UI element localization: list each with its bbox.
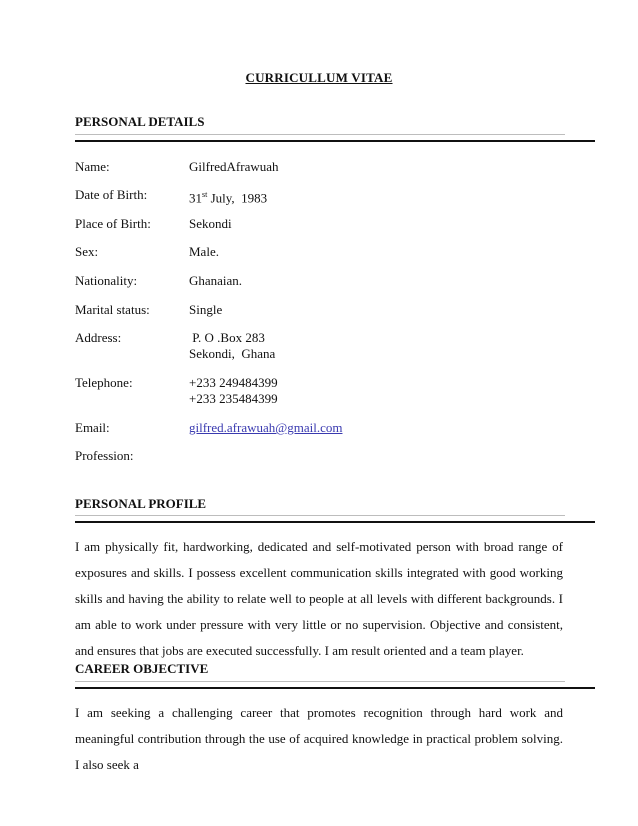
- section-heading-personal-details: PERSONAL DETAILS: [75, 114, 205, 129]
- marital-status-label: Marital status:: [75, 302, 150, 317]
- telephone-line-2: +233 235484399: [189, 391, 278, 406]
- divider-thick-line: [75, 140, 595, 142]
- section-heading-personal-profile: PERSONAL PROFILE: [75, 496, 207, 511]
- divider-thin-line: [75, 515, 565, 516]
- sex-label: Sex:: [75, 244, 99, 259]
- telephone-line-1: +233 249484399: [189, 375, 278, 390]
- section-heading-career-objective: CAREER OBJECTIVE: [75, 661, 209, 676]
- dob-rest: July, 1983: [207, 190, 268, 206]
- dob-label: Date of Birth:: [75, 187, 148, 202]
- document-title: CURRICULLUM VITAE: [245, 70, 393, 85]
- email-link[interactable]: gilfred.afrawuah@gmail.com: [189, 420, 343, 435]
- address-line-2: Sekondi, Ghana: [189, 346, 276, 361]
- personal-profile-paragraph: I am physically fit, hardworking, dedicated and self-motivated person with broad range of exposures and skills. I possess excellent communication skills integrated with good working skills and having the ability to relate well to people at all levels with different backgrounds. I am able to work under pressure with very little or no supervision. Objective and consistent, and ensures that jobs are executed successfully. I am result oriented and a team player.: [75, 539, 563, 658]
- divider-thin-line: [75, 134, 565, 135]
- place-of-birth-value: Sekondi: [189, 216, 232, 231]
- email-label: Email:: [75, 420, 110, 435]
- address-line-1: P. O .Box 283: [189, 330, 265, 345]
- address-label: Address:: [75, 330, 122, 345]
- telephone-label: Telephone:: [75, 375, 133, 390]
- nationality-value: Ghanaian.: [189, 273, 243, 288]
- dob-day: 31: [189, 190, 202, 206]
- profession-label: Profession:: [75, 448, 134, 463]
- dob-value: [189, 187, 267, 206]
- nationality-label: Nationality:: [75, 273, 138, 288]
- marital-status-value: Single: [189, 302, 223, 317]
- career-objective-paragraph: I am seeking a challenging career that promotes recognition through hard work and meaningful contribution through the use of acquired knowledge in practical problem solving. I also seek a: [75, 705, 563, 772]
- place-of-birth-label: Place of Birth:: [75, 216, 151, 231]
- divider-thick-line: [75, 521, 595, 523]
- name-value: GilfredAfrawuah: [189, 159, 279, 174]
- name-label: Name:: [75, 159, 110, 174]
- sex-value: Male.: [189, 244, 219, 259]
- dob-suffix: st: [202, 190, 208, 199]
- divider-thick-line: [75, 687, 595, 689]
- divider-thin-line: [75, 681, 565, 682]
